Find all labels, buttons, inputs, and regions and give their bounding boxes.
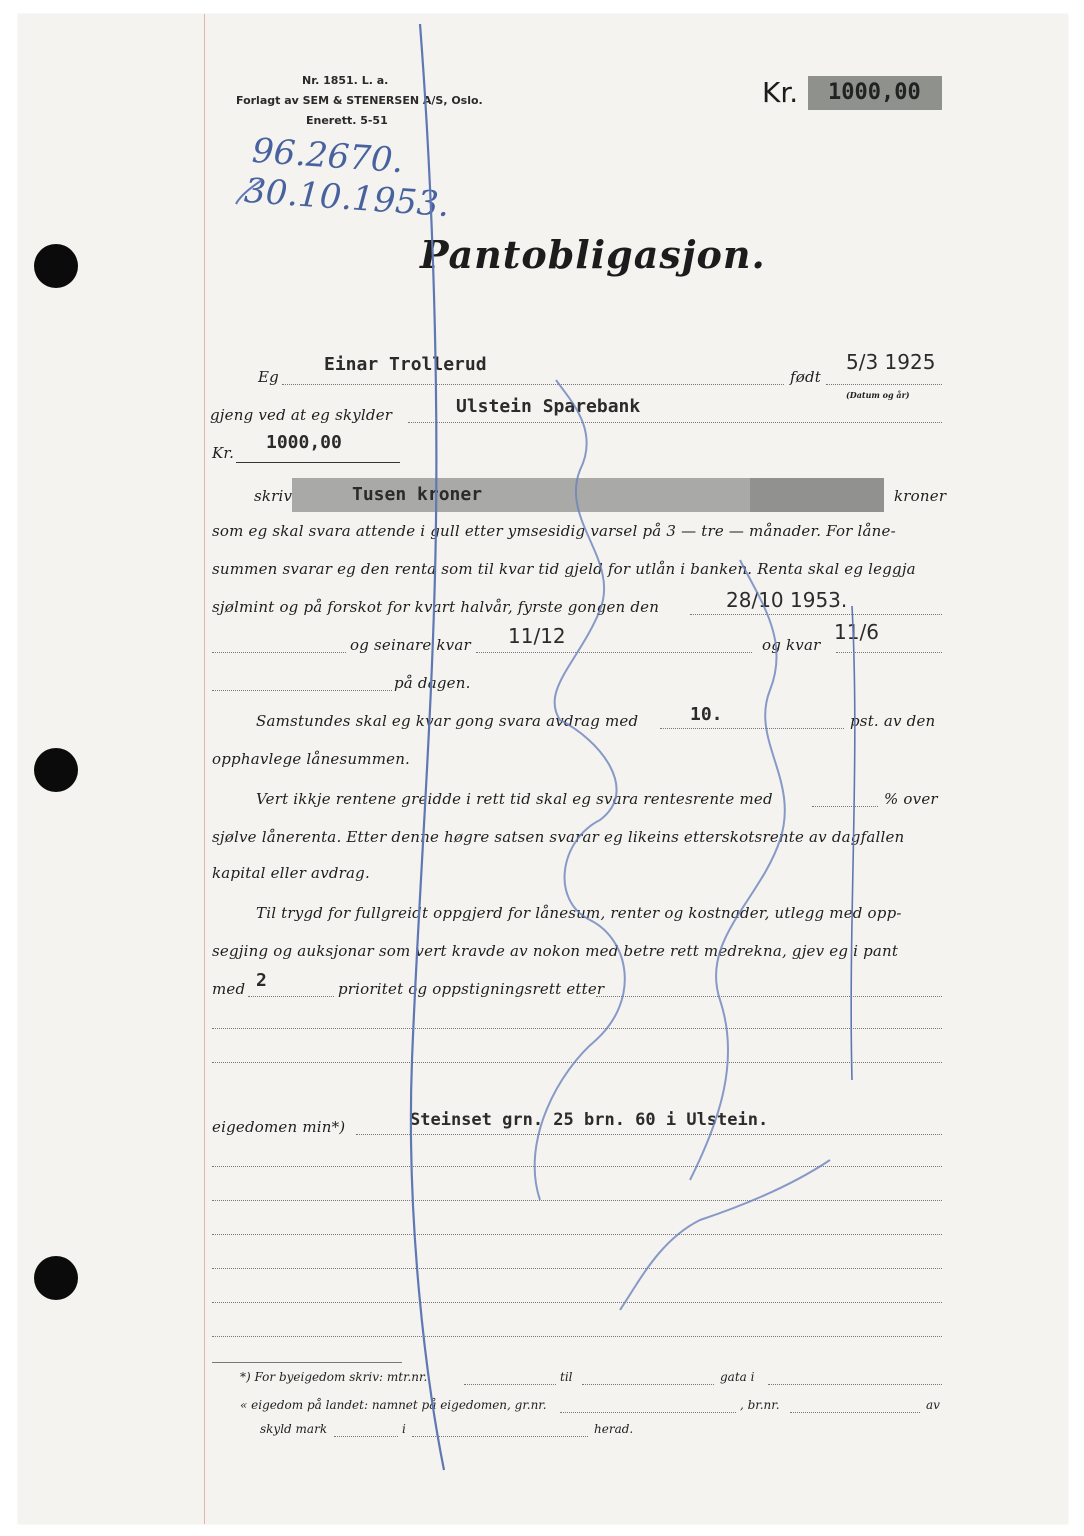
property-label: eigedomen min*) [212,1118,346,1136]
penalty-line: sjølve lånerenta. Etter denne høgre satsen svarar eg likeins etterskotsrente av dagfallen [212,828,905,846]
amount-box-label: Kr. [762,76,799,109]
amount-value: 1000,00 [266,432,342,453]
priority-label-after: prioritet og oppstigningsrett etter [338,980,605,998]
born-hint: (Datum og år) [846,390,910,400]
label-kroner: kroner [894,487,947,505]
first-interest-date: 28/10 1953. [726,588,848,612]
instalment-label-after: pst. av den [850,712,936,730]
ink-scrawl-tail [620,1160,830,1310]
label-seinare: og seinare kvar [350,636,471,654]
body-line: som eg skal svara attende i gull etter ymsesidig varsel på 3 — tre — månader. For låne- [212,522,896,540]
security-line: segjing og auksjonar som vert kravde av nokon med betre rett medrekna, gjev eg i pant [212,942,899,960]
footnote-text: i [402,1422,406,1436]
label-skriv: skriv [254,487,293,505]
ink-scrawl-left [535,380,625,1200]
interest-date-2: 11/6 [834,620,879,644]
body-line: summen svarar eg den renta som til kvar tid gjeld for utlån i banken. Renta skal eg leggja [212,560,916,578]
registration-date: 30.10.1953. [242,170,451,226]
penalty-line: kapital eller avdrag. [212,864,370,882]
footnote-text: til [560,1370,573,1384]
label-kr: Kr. [212,444,235,462]
body-line: sjølmint og på forskot for kvart halvår, fyrste gongen den [212,598,660,616]
footnote-text: gata i [720,1370,755,1384]
ink-title-stroke [236,180,262,204]
footnote-text: « eigedom på landet: namnet på eigedomen, gr.nr. [240,1398,547,1412]
instalment-value: 10. [690,704,723,725]
publisher-line: Forlagt av SEM & STENERSEN A/S, Oslo. [236,94,483,107]
priority-label: med [212,980,246,998]
label-og-kvar: og kvar [762,636,821,654]
debtor-born: 5/3 1925 [846,350,936,374]
property-value: Steinset grn. 25 brn. 60 i Ulstein. [410,1110,769,1130]
interest-date-1: 11/12 [508,624,566,648]
instalment-line2: opphavlege lånesummen. [212,750,411,768]
footnote-text: skyld mark [260,1422,328,1436]
copyright-line: Enerett. 5-51 [306,114,388,127]
label-pa-dagen: på dagen. [394,674,471,692]
written-amount-value: Tusen kroner [352,484,483,505]
security-line: Til trygd for fullgreidt oppgjerd for lånesum, renter og kostnader, utlegg med opp- [256,904,902,922]
footnote-text: herad. [594,1422,634,1436]
priority-value: 2 [256,970,267,991]
ink-scrawl-right [690,560,785,1180]
creditor-name: Ulstein Sparebank [456,396,641,417]
ink-vertical-stroke [411,24,444,1470]
form-number: Nr. 1851. L. a. [302,74,389,87]
penalty-percent: % over [884,790,938,808]
ink-right-margin-stroke [851,606,855,1080]
amount-box-value: 1000,00 [828,80,921,105]
footnote-text: av [926,1398,940,1412]
debtor-name: Einar Trollerud [324,354,487,375]
document-title: Pantobligasjon. [420,232,766,277]
registration-number: 96.2670. [250,130,405,182]
label-creditor: gjeng ved at eg skylder [210,406,393,424]
footnote-text: *) For byeigedom skriv: mtr.nr. [240,1370,428,1384]
label-born: født [790,368,822,386]
label-eg: Eg [258,368,279,386]
penalty-line: Vert ikkje rentene greidde i rett tid skal eg svara rentesrente med [256,790,773,808]
footnote-text: , br.nr. [740,1398,780,1412]
instalment-label: Samstundes skal eg kvar gong svara avdrag med [256,712,639,730]
